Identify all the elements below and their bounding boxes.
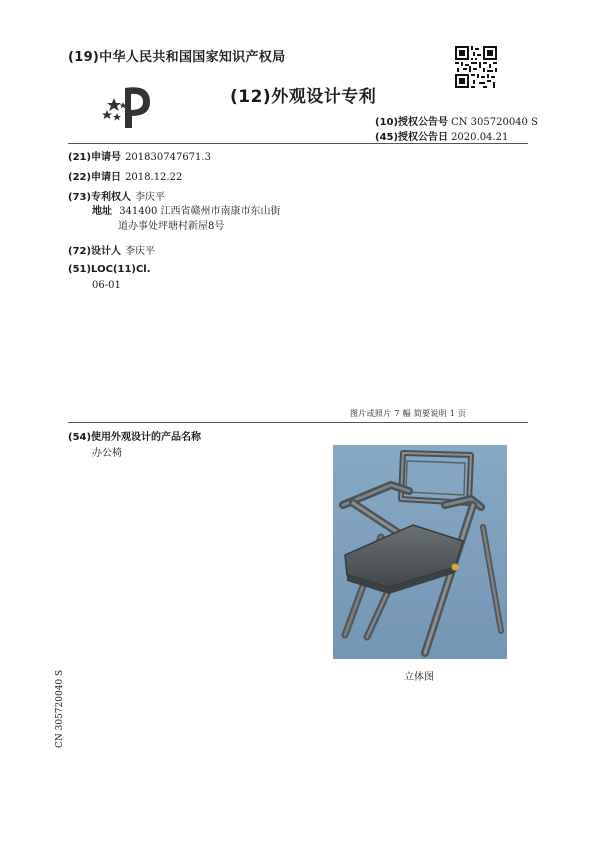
designer-row [68, 242, 155, 257]
filing-date-row [68, 168, 182, 183]
cnipa-logo [98, 80, 158, 132]
patentee: 李庆平 [135, 192, 166, 203]
designer-label: (72)设计人 [68, 246, 122, 257]
application-number-row [68, 148, 211, 163]
designer: 李庆平 [125, 246, 156, 257]
figure-caption: 立体图 [404, 672, 434, 683]
issuing-office: (19)中华人民共和国国家知识产权局 [68, 50, 286, 65]
address-block [92, 204, 281, 234]
side-publication-code: CN 305720040 S [55, 669, 65, 748]
product-name: 办公椅 [92, 448, 122, 459]
loc-label: (51)LOC(11)Cl. [68, 264, 151, 275]
header-divider [68, 143, 528, 144]
product-name-label [68, 428, 201, 443]
address-line-1: 341400 江西省赣州市南康市东山街 [119, 206, 281, 217]
product-name-label-text: (54)使用外观设计的产品名称 [68, 432, 202, 443]
loc-classification-row [68, 264, 151, 275]
loc-value: 06-01 [92, 280, 121, 291]
grant-date-row [375, 128, 508, 143]
document-type: (12)外观设计专利 [230, 87, 377, 107]
application-number: 201830747671.3 [125, 152, 211, 163]
patentee-row [68, 188, 165, 203]
images-and-description-count: 图片或照片 7 幅 简要说明 1 页 [350, 409, 467, 418]
grant-date-label: (45)授权公告日 [375, 132, 449, 143]
filing-date: 2018.12.22 [125, 172, 183, 183]
application-number-label: (21)申请号 [68, 152, 122, 163]
address-label: 地址 [92, 206, 112, 217]
address-line-2: 道办事处坪塘村新屋8号 [118, 221, 225, 232]
grant-number: CN 305720040 S [451, 117, 538, 128]
body-divider [68, 422, 528, 423]
grant-number-row [375, 113, 538, 128]
grant-date: 2020.04.21 [451, 132, 509, 143]
grant-number-label: (10)授权公告号 [375, 117, 449, 128]
chair-perspective-image [333, 445, 507, 659]
patentee-label: (73)专利权人 [68, 192, 132, 203]
qr-code [455, 46, 497, 88]
filing-date-label: (22)申请日 [68, 172, 122, 183]
